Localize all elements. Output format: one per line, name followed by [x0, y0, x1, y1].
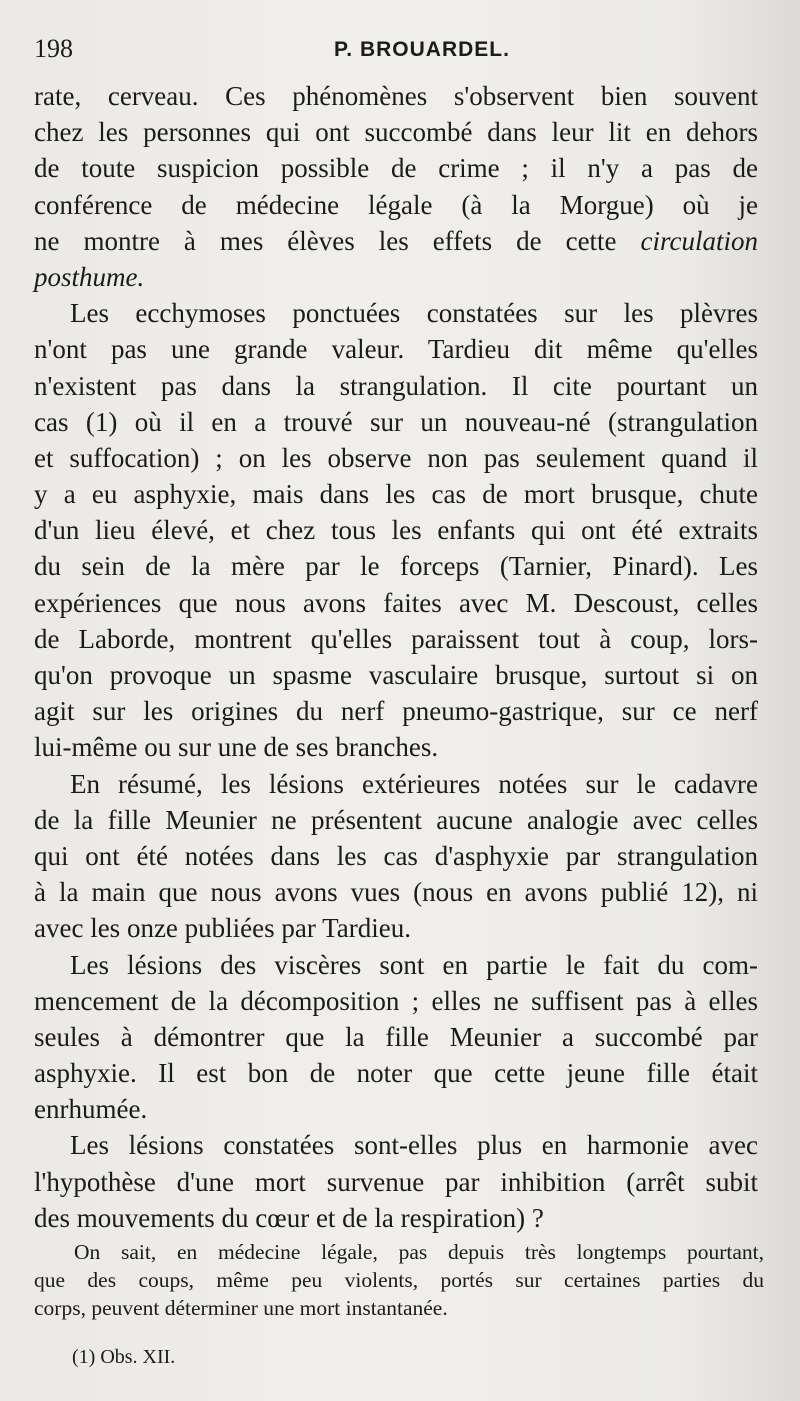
note-line: corps, peuvent déterminer une mort instantanée.: [34, 1296, 448, 1320]
text-line: seules à démontrer que la fille Meunier a succombé par: [34, 1021, 758, 1052]
note-line: On sait, en médecine légale, pas depuis très longtemps pourtant,: [74, 1240, 764, 1264]
text-line: conférence de médecine légale (à la Morgue) où je: [34, 189, 758, 220]
italic-term: posthume.: [34, 261, 145, 292]
text-line: y a eu asphyxie, mais dans les cas de mort brusque, chute: [34, 479, 758, 510]
text-span: ne montre à mes élèves les effets de cette: [34, 225, 617, 256]
text-line: n'existent pas dans la strangulation. Il cite pourtant un: [34, 370, 758, 401]
text-line: [34, 223, 758, 259]
paragraph-start: Les ecchymoses ponctuées constatées sur les plèvres: [70, 298, 758, 329]
text-line: mencement de la décomposition ; elles ne suffisent pas à elles: [34, 985, 758, 1016]
text-line: enrhumée.: [34, 1094, 148, 1125]
text-line: l'hypothèse d'une mort survenue par inhibition (arrêt subit: [34, 1166, 758, 1197]
paragraph-start: En résumé, les lésions extérieures notées sur le cadavre: [70, 768, 758, 799]
text-line: n'ont pas une grande valeur. Tardieu dit même qu'elles: [34, 334, 758, 365]
text-line: du sein de la mère par le forceps (Tarnier, Pinard). Les: [34, 551, 758, 582]
footnote: (1) Obs. XII.: [72, 1346, 176, 1368]
text-line: chez les personnes qui ont succombé dans leur lit en dehors: [34, 117, 758, 148]
page-number: 198: [34, 34, 73, 63]
text-line: à la main que nous avons vues (nous en avons publié 12), ni: [34, 877, 758, 908]
paragraph-start: Les lésions des viscères sont en partie le fait du com-: [70, 949, 758, 980]
main-text: [34, 78, 758, 1236]
text-line: qui ont été notées dans les cas d'asphyxie par strangulation: [34, 840, 758, 871]
small-print-paragraph: [34, 1238, 764, 1322]
italic-term: circulation: [640, 225, 758, 256]
text-line: d'un lieu élevé, et chez tous les enfants qui ont été extraits: [34, 515, 758, 546]
paragraph-start: Les lésions constatées sont-elles plus en harmonie avec: [70, 1130, 758, 1161]
text-line: de toute suspicion possible de crime ; il n'y a pas de: [34, 153, 758, 184]
text-line: agit sur les origines du nerf pneumo-gastrique, sur ce nerf: [34, 696, 758, 727]
text-line: asphyxie. Il est bon de noter que cette jeune fille était: [34, 1058, 758, 1089]
text-line: avec les onze publiées par Tardieu.: [34, 913, 411, 944]
text-line: rate, cerveau. Ces phénomènes s'observent bien souvent: [34, 81, 758, 111]
text-line: de la fille Meunier ne présentent aucune analogie avec celles: [34, 804, 758, 835]
text-line: expériences que nous avons faites avec M. Descoust, celles: [34, 587, 758, 618]
text-line: et suffocation) ; on les observe non pas seulement quand il: [34, 442, 758, 473]
note-line: que des coups, même peu violents, portés sur certaines parties du: [34, 1268, 764, 1292]
text-line: cas (1) où il en a trouvé sur un nouveau-né (strangulation: [34, 406, 758, 437]
text-line: lui-même ou sur une de ses branches.: [34, 732, 439, 763]
page-header: [34, 34, 760, 74]
text-line: qu'on provoque un spasme vasculaire brusque, surtout si on: [34, 660, 758, 690]
text-line: des mouvements du cœur et de la respiration) ?: [34, 1202, 544, 1233]
running-head: P. BROUARDEL.: [334, 38, 510, 61]
text-line: de Laborde, montrent qu'elles paraissent tout à coup, lors-: [34, 623, 758, 654]
text-line: [34, 259, 758, 295]
